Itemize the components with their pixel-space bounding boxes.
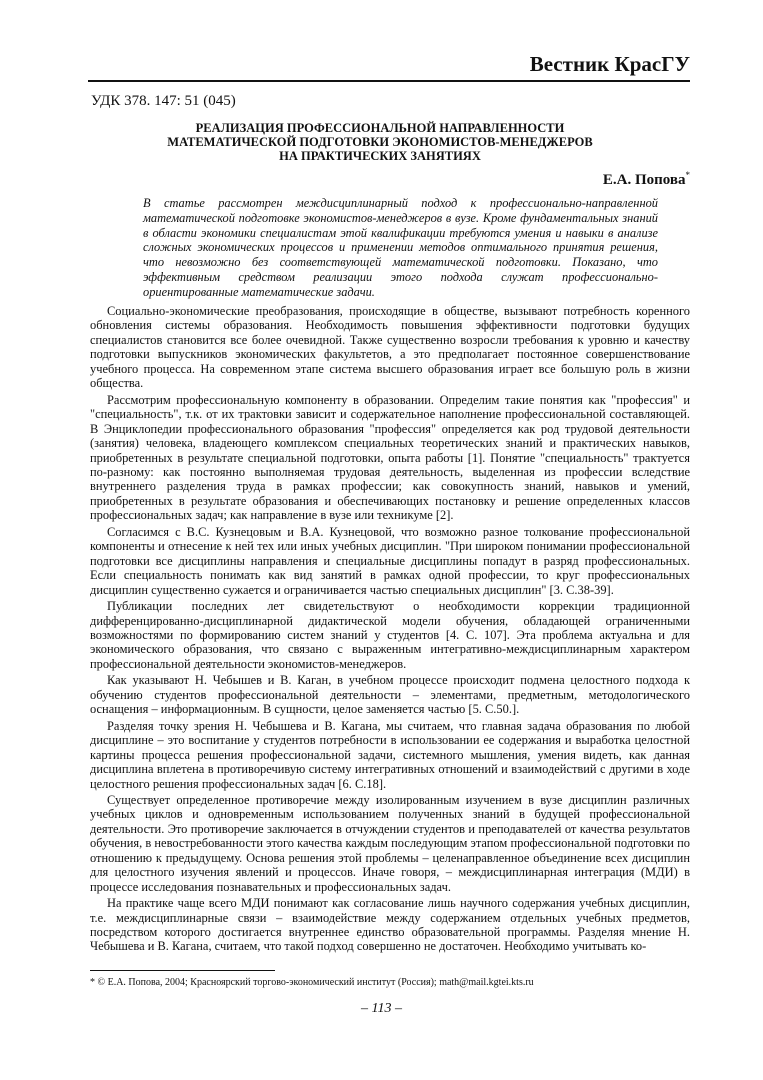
author-footnote-mark: *	[685, 170, 690, 180]
body-paragraph: Разделяя точку зрения Н. Чебышева и В. Кагана, мы считаем, что главная задача образования по любой дисциплине – это воспитание у студентов потребности в использовании ее содержания и выработка целостной картины процесса решения профессиональной задачи, системного мышления, умения видеть, как данная дисциплина вплетена в противоречивую систему интегративных отношений и взаимодействий с другими в ходе целостного решения профессиональных задач [6. С.18].	[90, 718, 690, 791]
article-title	[140, 121, 620, 163]
body-paragraph: Социально-экономические преобразования, происходящие в обществе, вызывают потребность коренного обновления системы образования. Необходимость повышения эффективности подготовки будущих специалистов становится все более очевидной. Также существенно возросли требования к уровню и качеству подготовки выпускников экономических факультетов, а это предполагает постоянное совершенствование учебного процесса. На современном этапе система высшего образования играет все большую роль в жизни общества.	[90, 304, 690, 391]
body-paragraph: Согласимся с В.С. Кузнецовым и В.А. Кузнецовой, что возможно разное толкование профессиональной компоненты и отнесение к ней тех или иных учебных дисциплин. "При широком понимании профессиональной подготовки все дисциплины направления и специальные дисциплины попадут в разряд профессиональных. Если специальность понимать как вид занятий в рамках одной профессии, то круг профессиональных дисциплин существенно сужается и ограничивается частью специальных дисциплин" [3. С.38-39].	[90, 524, 690, 597]
article-body	[90, 304, 690, 956]
author-name: Е.А. Попова	[602, 172, 686, 188]
footnote: * © Е.А. Попова, 2004; Красноярский торгово-экономический институт (Россия); math@mail.kgtei.kts.ru	[90, 977, 534, 988]
body-paragraph: Рассмотрим профессиональную компоненту в образовании. Определим такие понятия как "профессия" и "специальность", т.к. от их трактовки зависит и содержательное наполнение профессиональной составляющей. В Энциклопедии профессионального образования "профессия" определяется как род трудовой деятельности (занятия) человека, владеющего комплексом специальных теоретических знаний и практических навыков, приобретенных в результате специальной подготовки, опыта работы [1]. Понятие "специальность" трактуется по-разному: как постоянно выполняемая трудовая деятельность, выделенная из профессии вследствие внутреннего разделения труда в рамках профессии; как совокупность знаний, навыков и умений, приобретенных в результате образования и обеспечивающих постановку и решение определенных классов профессиональных задач; как направление в вузе или техникуме [2].	[90, 392, 690, 523]
header-rule	[88, 80, 690, 82]
body-paragraph: На практике чаще всего МДИ понимают как согласование лишь научного содержания учебных дисциплин, т.е. междисциплинарные связи – взаимодействие между содержанием отдельных учебных предметов, посредством которого достигается внутреннее единство образовательной программы. Разделяя мнение Н. Чебышева и В. Кагана, считаем, что такой подход совершенно не достаточен. Необходимо учитывать ко-	[90, 896, 690, 954]
footnote-rule	[90, 970, 275, 971]
journal-title: Вестник КрасГУ	[529, 52, 690, 76]
author	[603, 170, 690, 189]
body-paragraph: Как указывают Н. Чебышев и В. Каган, в учебном процессе происходит подмена целостного подхода к обучению студентов профессиональной деятельности – элементами, предметным, методологического оснащения – информационным. В сущности, целое заменяется частью [5. С.50.].	[90, 673, 690, 717]
body-paragraph: Существует определенное противоречие между изолированным изучением в вузе дисциплин различных учебных циклов и одновременным использованием полученных знаний в будущей профессиональной деятельности. Это противоречие заключается в отчуждении студентов и преподавателей от качества результатов обучения, в невостребованности этого качества каждым последующим этапом профессиональной подготовки по отношению к предыдущему. Основа решения этой проблемы – целенаправленное объединение всех дисциплин для целостного изучения явлений и процессов. Иначе говоря, – междисциплинарная интеграция (МДИ) в процессе исследования познавательных и профессиональных задач.	[90, 792, 690, 894]
title-line: НА ПРАКТИЧЕСКИХ ЗАНЯТИЯХ	[279, 149, 481, 163]
abstract: В статье рассмотрен междисциплинарный подход к профессионально-направленной математической подготовке экономистов-менеджеров в вузе. Кроме фундаментальных знаний в области экономики специалистам этой квалификации требуются умения и навыки в анализе сложных экономических процессов и применении методов оптимального принятия решения, что невозможно без соответствующей математической подготовки. Показано, что эффективным средством реализации этого подхода служат профессионально-ориентированные математические задачи.	[143, 196, 658, 299]
udk-code: УДК 378. 147: 51 (045)	[91, 93, 236, 109]
title-line: РЕАЛИЗАЦИЯ ПРОФЕССИОНАЛЬНОЙ НАПРАВЛЕННОСТИ	[195, 121, 565, 135]
page-number: – 113 –	[361, 1001, 402, 1016]
body-paragraph: Публикации последних лет свидетельствуют о необходимости коррекции традиционной дифференцированно-дисциплинарной дидактической модели обучения, обладающей ограниченными возможностями по формированию систем знаний у студентов [4. С. 107]. Эта проблема актуальна и для экономического образования, что связано с выраженным интегративно-междисциплинарным характером профессиональной деятельности экономистов-менеджеров.	[90, 599, 690, 671]
title-line: МАТЕМАТИЧЕСКОЙ ПОДГОТОВКИ ЭКОНОМИСТОВ-МЕНЕДЖЕРОВ	[167, 135, 593, 149]
